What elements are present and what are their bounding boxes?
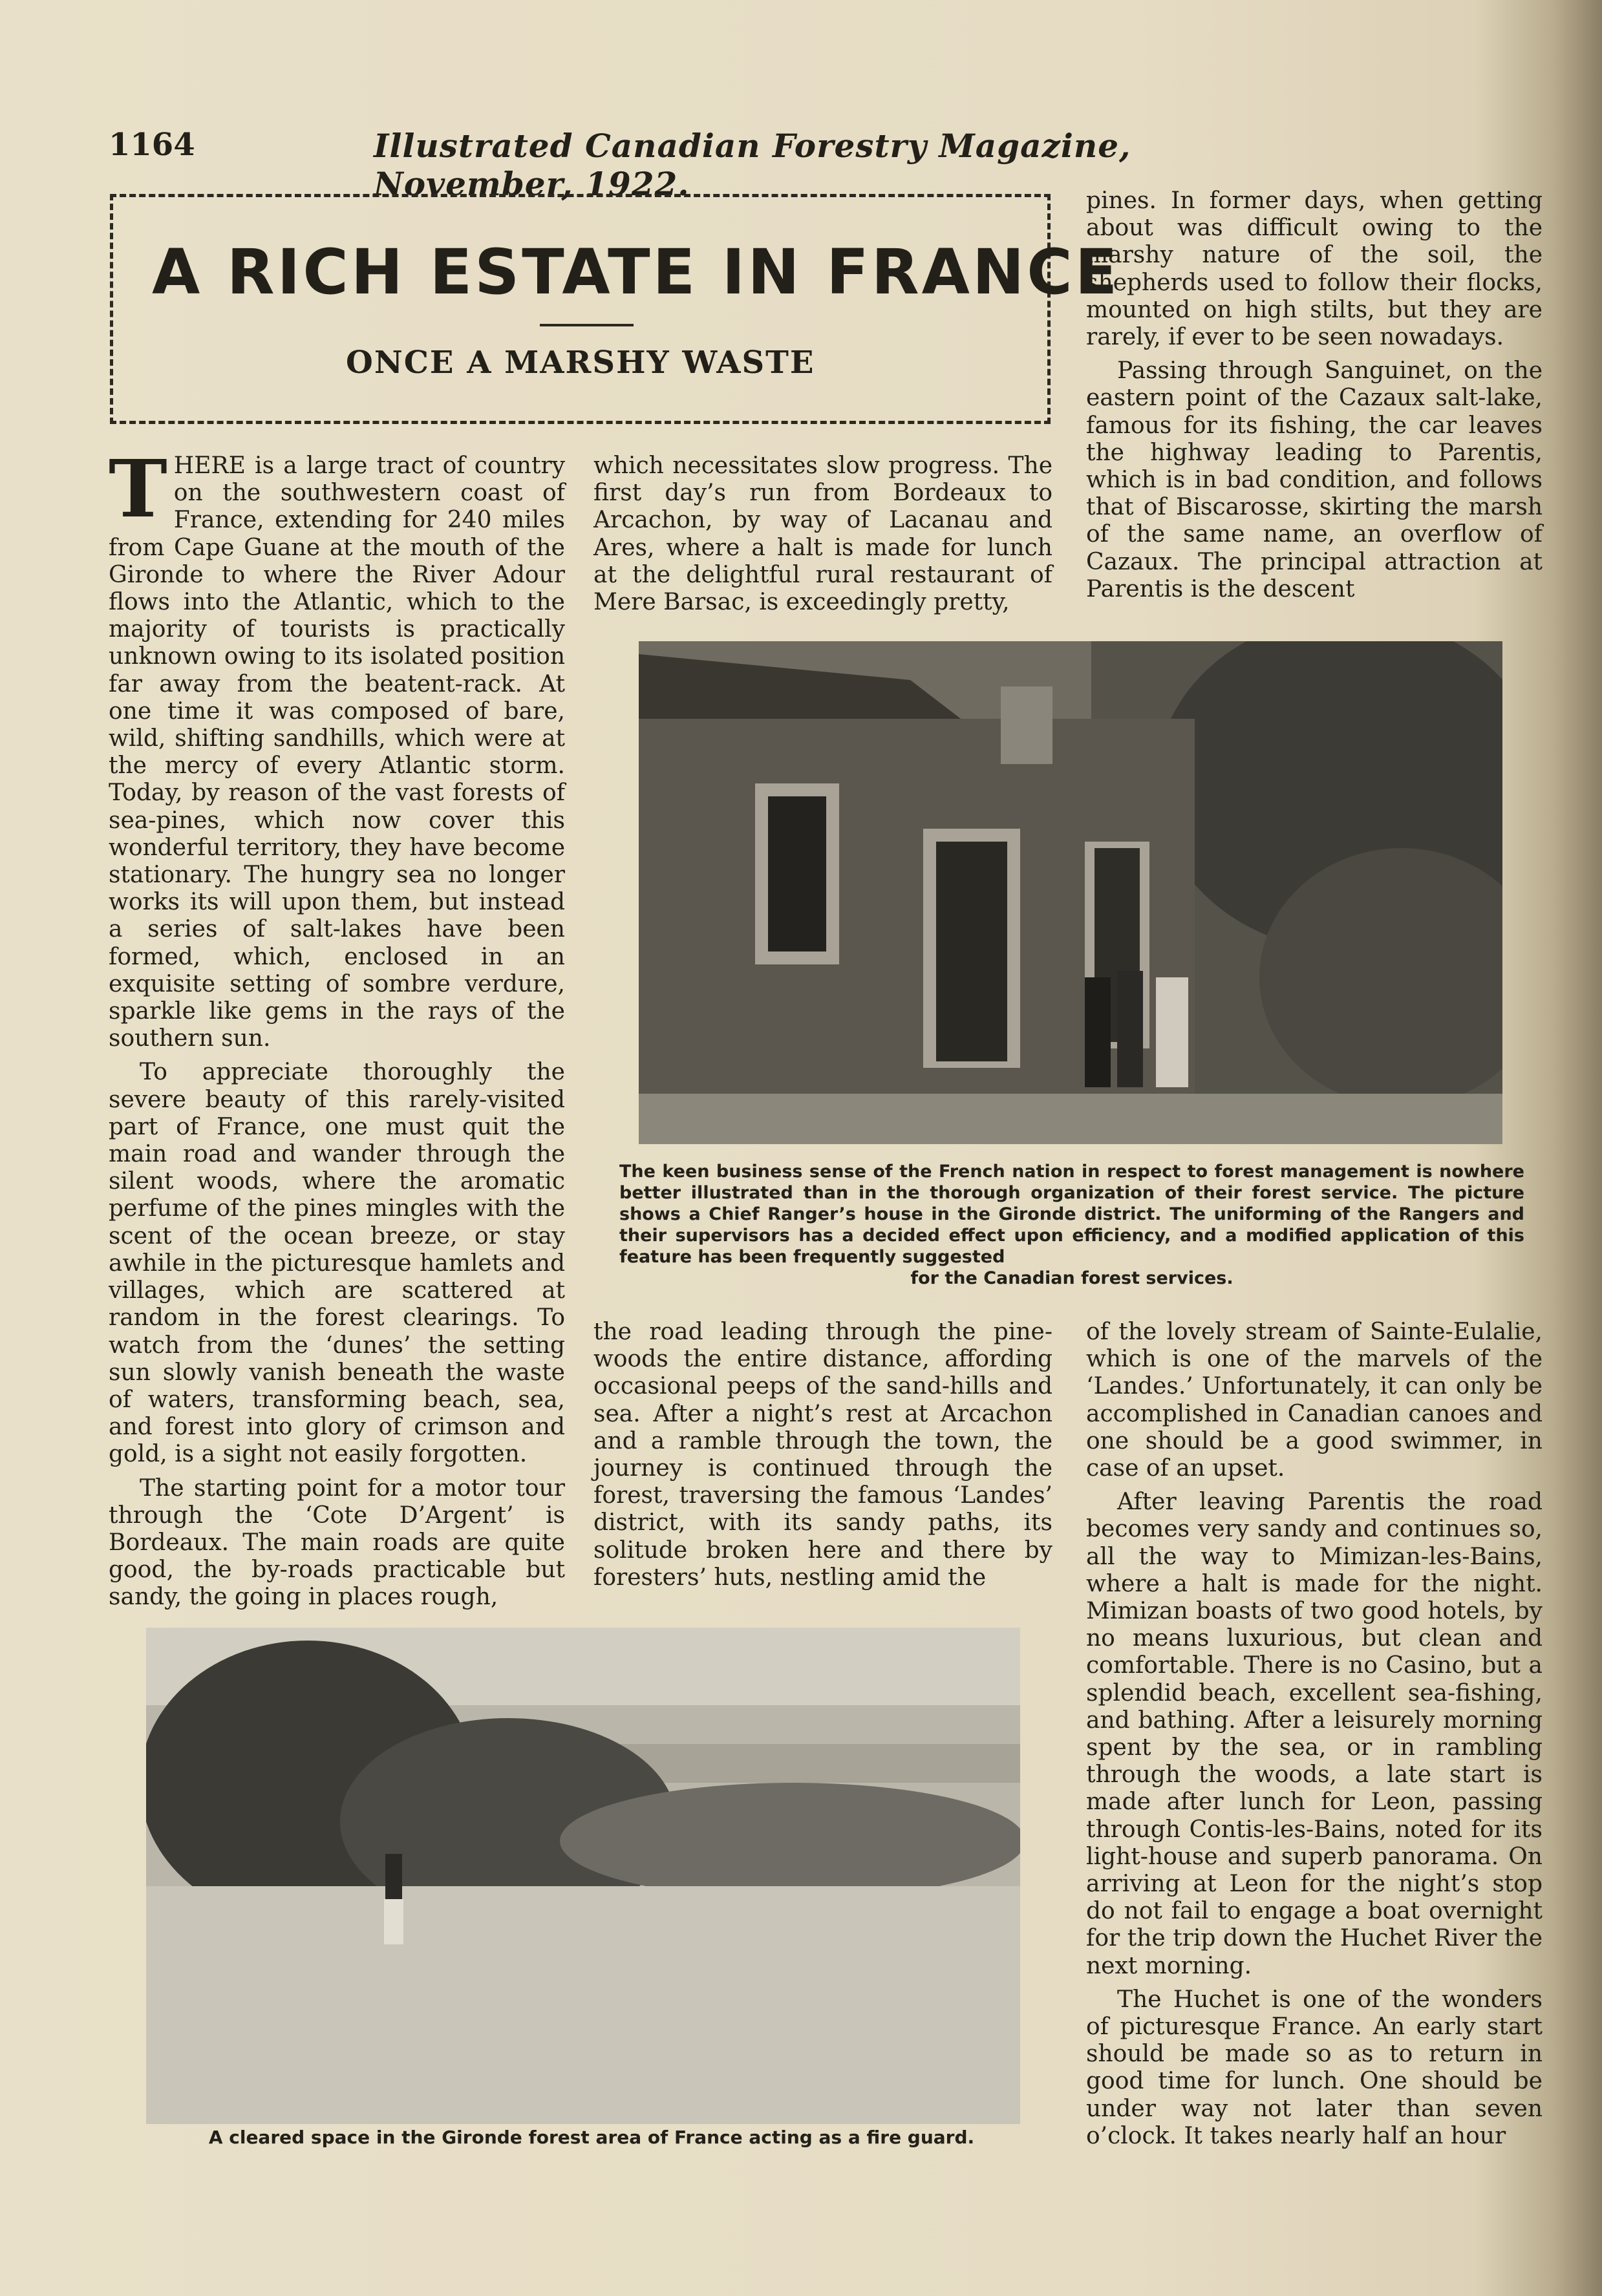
paragraph: The starting point for a motor tour through the ‘Cote D’Argent’ is Bordeaux. The main roads are quite good, the by-roads practicable but sandy, the going in places rough, — [109, 1474, 565, 1611]
title-rule — [540, 324, 634, 326]
column-1 — [109, 442, 565, 1618]
paragraph: The Huchet is one of the wonders of picturesque France. An early start should be made so as to return in good time for lunch. One should be under way not later than seven o’clock. It takes nearly half an hour — [1086, 1986, 1543, 2149]
paragraph: After leaving Parentis the road becomes very sandy and continues so, all the way to Mimizan-les-Bains, where a halt is made for the night. Mimizan boasts of two good hotels, by no means luxurious, but clean and comfortable. There is no Casino, but a splendid beach, excellent sea-fishing, and bathing. After a leisurely morning spent by the sea, or in rambling through the woods, a late start is made after lunch for Leon, passing through Contis-les-Bains, noted for its light-house and superb panorama. On arriving at Leon for the night’s stop do not fail to engage a boat overnight for the trip down the Huchet River the next morning. — [1086, 1489, 1543, 1979]
column-2-bottom — [593, 1319, 1052, 1598]
photo-caption: A cleared space in the Gironde forest area of France acting as a fire guard. — [208, 2127, 975, 2148]
paragraph: of the lovely stream of Sainte-Eulalie, which is one of the marvels of the ‘Landes.’ Unfortunately, it can only be accomplished in Canadian canoes and one should be a good swimmer, in case of an upset. — [1086, 1319, 1543, 1482]
page-number: 1164 — [109, 127, 195, 163]
paragraph: Passing through Sanguinet, on the eastern point of the Cazaux salt-lake, famous for its fishing, the car leaves the highway leading to Parentis, which is in bad condition, and follows that of Biscarosse, skirting the marsh of the same name, an overflow of Cazaux. The principal attraction at Parentis is the descent — [1086, 357, 1543, 602]
article-subtitle: ONCE A MARSHY WASTE — [346, 345, 815, 381]
fire-guard-photo — [146, 1628, 1020, 2124]
article-title: A RICH ESTATE IN FRANCE — [152, 236, 1120, 308]
paragraph: To appreciate thoroughly the severe beauty of this rarely-visited part of France, one must quit the main road and wander through the silent woods, where the aromatic perfume of the pines mingles with the scent of the ocean breeze, or stay awhile in the picturesque hamlets and villages, which are scattered at random in the forest clearings. To watch from the ‘dunes’ the setting sun slowly vanish beneath the waste of waters, transforming beach, sea, and forest into glory of crimson and gold, is a sight not easily forgotten. — [109, 1059, 565, 1468]
photo-caption: The keen business sense of the French nation in respect to forest management is nowhere better illustrated than in the thorough organization of their forest service. The picture shows a Chief Ranger’s house in the Gironde district. The uniforming of the Rangers and their supervisors has a decided effect upon efficiency, and a modified application of this feature has been frequently suggested for the Canadian forest services. — [619, 1162, 1524, 1288]
paragraph: which necessitates slow progress. The first day’s run from Bordeaux to Arcachon, by way of Lacanau and Ares, where a halt is made for lunch at the delightful rural restaurant of Mere Barsac, is exceedingly pretty, — [593, 452, 1052, 616]
ranger-house-photo — [639, 641, 1502, 1144]
paragraph: the road leading through the pine-woods the entire distance, affording occasional peeps of the sand-hills and sea. After a night’s rest at Arcachon and a ramble through the town, the journey is continued through the forest, traversing the famous ‘Landes’ district, with its sandy paths, its solitude broken here and there by foresters’ huts, nestling amid the — [593, 1319, 1052, 1591]
drop-cap: T — [109, 442, 167, 535]
paragraph: pines. In former days, when getting about was difficult owing to the marshy nature of the soil, the shepherds used to follow their flocks, mounted on high stilts, but they are rarely, if ever to be seen nowadays. — [1086, 187, 1543, 351]
column-3-top — [1086, 187, 1543, 610]
column-2-top — [593, 452, 1052, 622]
page-header — [109, 127, 1292, 203]
running-title: Illustrated Canadian Forestry Magazine, November, 1922. — [374, 127, 1131, 203]
paragraph: THERE is a large tract of country on the southwestern coast of France, extending for 240 miles from Cape Guane at the mouth of the Gironde to where the River Adour flows into the Atlantic, which to the majority of tourists is practically unknown owing to its isolated position far away from the beatent-rack. At one time it was composed of bare, wild, shifting sandhills, which were at the mercy of every Atlantic storm. Today, by reason of the vast forests of sea-pines, which now cover this wonderful territory, they have become stationary. The hungry sea no longer works its will upon them, but instead a series of salt-lakes have been formed, which, enclosed in an exquisite setting of sombre verdure, sparkle like gems in the rays of the southern sun. — [109, 442, 565, 1052]
title-box — [110, 194, 1120, 424]
column-3-bottom — [1086, 1319, 1543, 2156]
